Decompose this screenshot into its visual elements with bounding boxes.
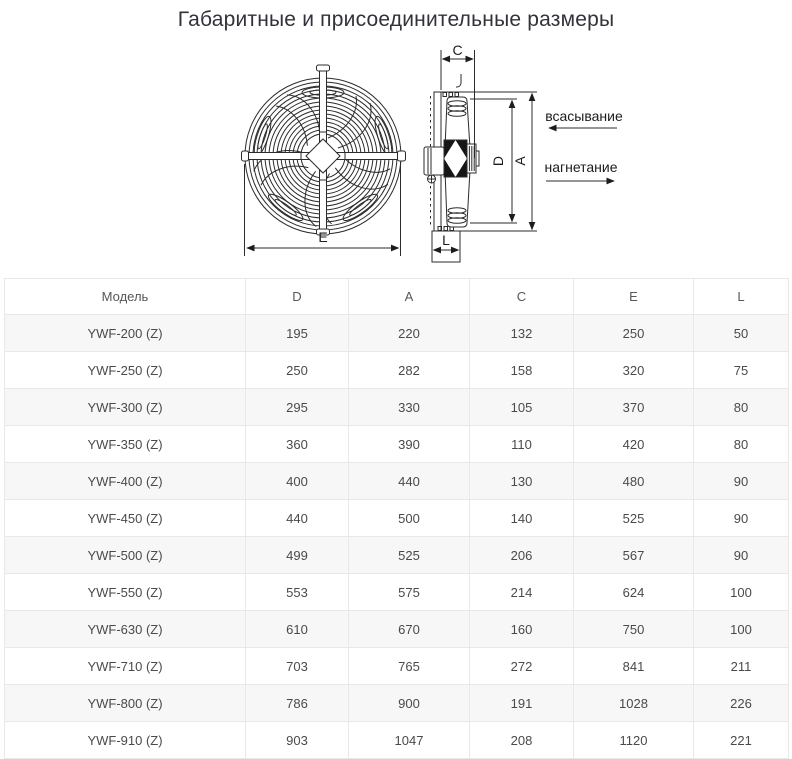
value-cell: 553 — [246, 574, 349, 611]
dimensions-table-body — [5, 315, 789, 759]
value-cell: 500 — [349, 500, 470, 537]
table-row — [5, 722, 789, 759]
value-cell: 272 — [470, 648, 574, 685]
value-cell: 1047 — [349, 722, 470, 759]
model-cell: YWF-910 (Z) — [5, 722, 246, 759]
value-cell: 158 — [470, 352, 574, 389]
col-header-l: L — [694, 279, 789, 315]
dimension-a — [512, 94, 532, 230]
model-cell: YWF-200 (Z) — [5, 315, 246, 352]
fan-dimensions-diagram — [0, 40, 792, 272]
value-cell: 250 — [246, 352, 349, 389]
model-cell: YWF-350 (Z) — [5, 426, 246, 463]
value-cell: 765 — [349, 648, 470, 685]
col-header-a: A — [349, 279, 470, 315]
model-cell: YWF-630 (Z) — [5, 611, 246, 648]
page-title: Габаритные и присоединительные размеры — [177, 8, 615, 31]
dim-label-a: A — [512, 156, 528, 166]
value-cell: 50 — [694, 315, 789, 352]
table-row — [5, 537, 789, 574]
value-cell: 420 — [574, 426, 694, 463]
value-cell: 440 — [349, 463, 470, 500]
fan-drawing-svg — [0, 40, 792, 272]
value-cell: 160 — [470, 611, 574, 648]
value-cell: 360 — [246, 426, 349, 463]
model-cell: YWF-250 (Z) — [5, 352, 246, 389]
value-cell: 75 — [694, 352, 789, 389]
value-cell: 140 — [470, 500, 574, 537]
dimensions-table — [4, 278, 789, 759]
table-row — [5, 352, 789, 389]
model-cell: YWF-800 (Z) — [5, 685, 246, 722]
value-cell: 90 — [694, 463, 789, 500]
airflow-discharge — [544, 159, 617, 181]
value-cell: 1028 — [574, 685, 694, 722]
value-cell: 567 — [574, 537, 694, 574]
value-cell: 525 — [574, 500, 694, 537]
value-cell: 80 — [694, 426, 789, 463]
value-cell: 90 — [694, 537, 789, 574]
value-cell: 100 — [694, 574, 789, 611]
value-cell: 191 — [470, 685, 574, 722]
value-cell: 282 — [349, 352, 470, 389]
value-cell: 575 — [349, 574, 470, 611]
table-row — [5, 463, 789, 500]
value-cell: 624 — [574, 574, 694, 611]
value-cell: 221 — [694, 722, 789, 759]
value-cell: 610 — [246, 611, 349, 648]
col-header-d: D — [246, 279, 349, 315]
model-cell: YWF-710 (Z) — [5, 648, 246, 685]
value-cell: 110 — [470, 426, 574, 463]
value-cell: 132 — [470, 315, 574, 352]
value-cell: 80 — [694, 389, 789, 426]
model-cell: YWF-300 (Z) — [5, 389, 246, 426]
value-cell: 208 — [470, 722, 574, 759]
value-cell: 440 — [246, 500, 349, 537]
value-cell: 206 — [470, 537, 574, 574]
model-cell: YWF-450 (Z) — [5, 500, 246, 537]
model-cell: YWF-400 (Z) — [5, 463, 246, 500]
table-row — [5, 611, 789, 648]
table-row — [5, 315, 789, 352]
col-header-e: E — [574, 279, 694, 315]
value-cell: 330 — [349, 389, 470, 426]
discharge-label: нагнетание — [544, 159, 618, 175]
value-cell: 841 — [574, 648, 694, 685]
table-row — [5, 500, 789, 537]
suction-label: всасывание — [545, 108, 623, 124]
value-cell: 105 — [470, 389, 574, 426]
value-cell: 786 — [246, 685, 349, 722]
airflow-suction — [545, 108, 623, 128]
value-cell: 90 — [694, 500, 789, 537]
value-cell: 499 — [246, 537, 349, 574]
hub-center — [306, 139, 340, 173]
value-cell: 214 — [470, 574, 574, 611]
value-cell: 480 — [574, 463, 694, 500]
model-cell: YWF-550 (Z) — [5, 574, 246, 611]
table-row — [5, 426, 789, 463]
value-cell: 211 — [694, 648, 789, 685]
value-cell: 900 — [349, 685, 470, 722]
value-cell: 903 — [246, 722, 349, 759]
table-row — [5, 574, 789, 611]
value-cell: 130 — [470, 463, 574, 500]
table-row — [5, 389, 789, 426]
dimension-l — [432, 231, 460, 262]
dim-label-c: C — [452, 42, 463, 58]
dim-label-d: D — [490, 155, 506, 167]
table-row — [5, 648, 789, 685]
value-cell: 295 — [246, 389, 349, 426]
dim-label-e: E — [318, 229, 328, 245]
value-cell: 1120 — [574, 722, 694, 759]
dim-label-l: L — [442, 232, 450, 248]
col-header-c: C — [470, 279, 574, 315]
value-cell: 370 — [574, 389, 694, 426]
fan-side-view — [424, 42, 623, 262]
value-cell: 670 — [349, 611, 470, 648]
value-cell: 390 — [349, 426, 470, 463]
table-row — [5, 685, 789, 722]
motor-hub — [424, 140, 479, 183]
value-cell: 195 — [246, 315, 349, 352]
dimensions-table-header — [5, 279, 789, 315]
fan-front-view — [242, 65, 406, 256]
value-cell: 320 — [574, 352, 694, 389]
value-cell: 703 — [246, 648, 349, 685]
value-cell: 220 — [349, 315, 470, 352]
value-cell: 100 — [694, 611, 789, 648]
value-cell: 525 — [349, 537, 470, 574]
value-cell: 400 — [246, 463, 349, 500]
value-cell: 250 — [574, 315, 694, 352]
col-header-model: Модель — [5, 279, 246, 315]
terminal-box — [424, 147, 444, 175]
value-cell: 226 — [694, 685, 789, 722]
model-cell: YWF-500 (Z) — [5, 537, 246, 574]
value-cell: 750 — [574, 611, 694, 648]
cable-hook — [456, 74, 461, 87]
